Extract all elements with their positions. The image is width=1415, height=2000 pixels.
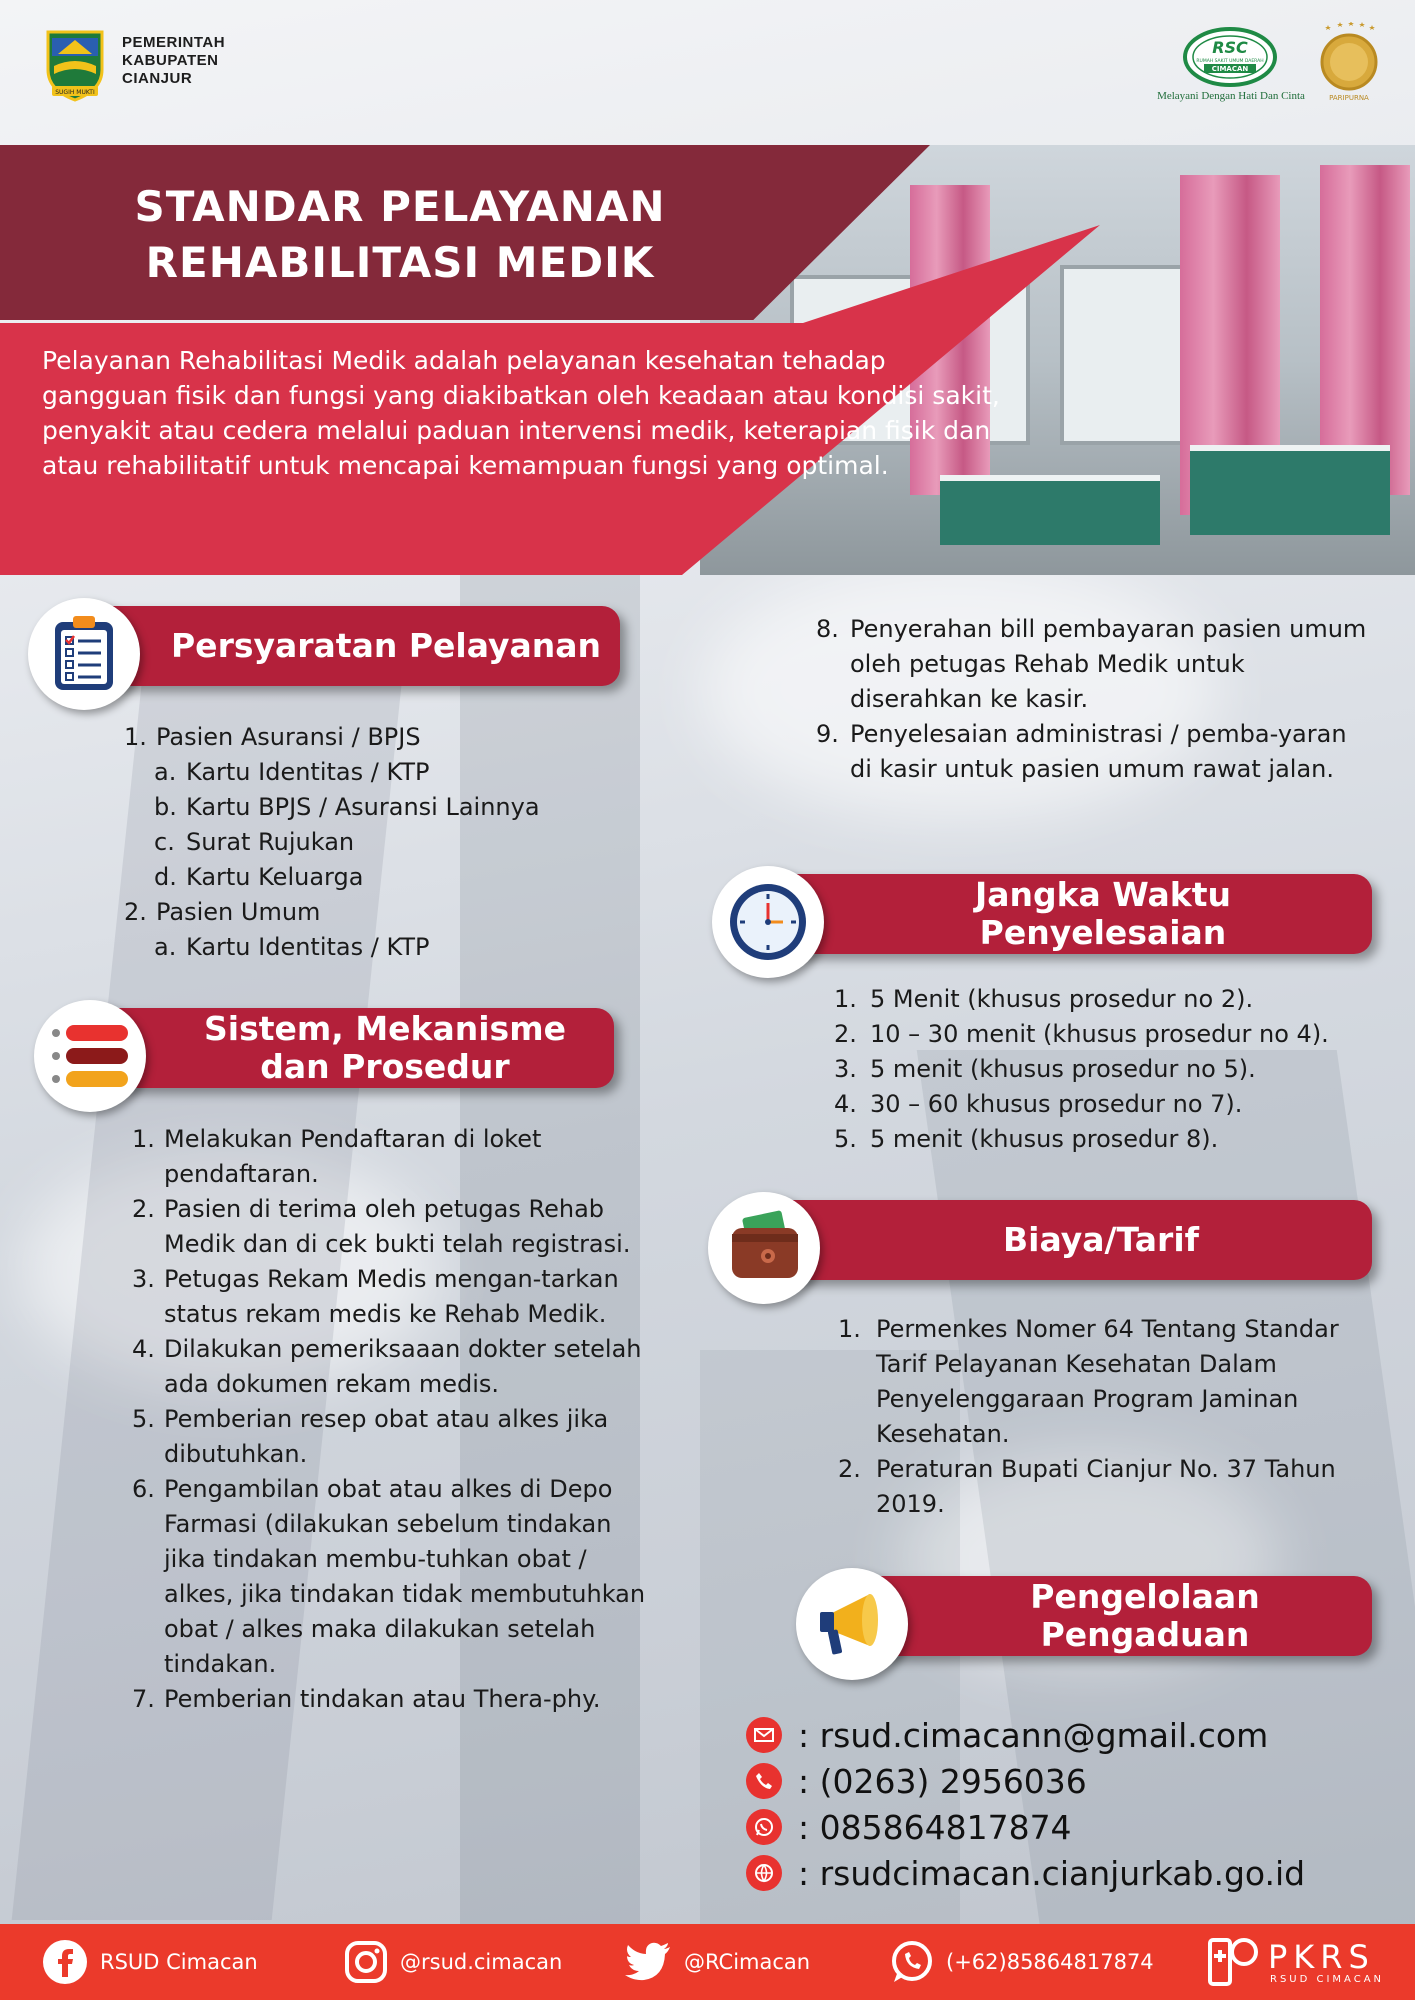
svg-text:PARIPURNA: PARIPURNA <box>1329 94 1369 102</box>
section-title-biaya: Biaya/Tarif <box>1002 1220 1200 1259</box>
twitter-link[interactable]: @RCimacan <box>624 1938 810 1986</box>
section-title-jangka-waktu: Jangka Waktu Penyelesaian <box>974 875 1232 952</box>
section-persyaratan <box>28 598 601 682</box>
list-item: 2. Peraturan Bupati Cianjur No. 37 Tahun 2019. <box>838 1455 1336 1518</box>
list-item: 2. Pasien di terima oleh petugas Rehab Medik dan di cek bukti telah registrasi. <box>132 1195 631 1258</box>
contact-phone[interactable]: : (0263) 2956036 <box>746 1758 1406 1804</box>
list-item: a. Kartu Identitas / KTP <box>154 758 430 786</box>
cianjur-coat-of-arms-logo <box>44 26 106 102</box>
list-item: 1. Pasien Asuransi / BPJS <box>124 723 421 751</box>
svg-text:RUMAH SAKIT UMUM DAERAH: RUMAH SAKIT UMUM DAERAH <box>1196 59 1264 64</box>
list-item: 1. Permenkes Nomer 64 Tentang Standar Tarif Pelayanan Kesehatan Dalam Penyelenggaraan Program Jaminan Kesehatan. <box>838 1315 1339 1448</box>
phone-icon <box>746 1763 782 1799</box>
contact-website[interactable]: : rsudcimacan.cianjurkab.go.id <box>746 1850 1406 1896</box>
service-description: Pelayanan Rehabilitasi Medik adalah pelayanan kesehatan tehadap gangguan fisik dan fungsi yang diakibatkan oleh keadaan atau kondisi sakit, penyakit atau cedera melalui paduan intervensi medik, keterapian fisik dan atau rehabilitatif untuk mencapai kemampuan fungsi yang optimal. <box>42 346 1000 480</box>
list-item: a. Kartu Identitas / KTP <box>154 933 430 961</box>
facebook-icon <box>42 1939 88 1985</box>
list-item: 5. 5 menit (khusus prosedur 8). <box>834 1125 1219 1153</box>
list-item: 7. Pemberian tindakan atau Thera-phy. <box>132 1685 601 1713</box>
section-sistem <box>34 1000 614 1084</box>
facebook-link[interactable]: RSUD Cimacan <box>42 1938 258 1986</box>
list-item: 3. 5 menit (khusus prosedur no 5). <box>834 1055 1256 1083</box>
list-item: c. Surat Rujukan <box>154 828 355 856</box>
rsc-tagline: Melayani Dengan Hati Dan Cinta <box>1157 90 1305 102</box>
list-item: 8. Penyerahan bill pembayaran pasien umum oleh petugas Rehab Medik untuk diserahkan ke kasir. <box>816 615 1367 713</box>
page-title: STANDAR PELAYANAN REHABILITASI MEDIK <box>134 182 666 287</box>
list-item: 2. Pasien Umum <box>124 898 321 926</box>
process-steps-icon <box>34 1000 146 1112</box>
twitter-icon <box>624 1942 672 1982</box>
list-item: 2. 10 – 30 menit (khusus prosedur no 4). <box>834 1020 1329 1048</box>
list-item: 5. Pemberian resep obat atau alkes jika dibutuhkan. <box>132 1405 609 1468</box>
clock-icon <box>712 866 824 978</box>
list-item: 1. 5 Menit (khusus prosedur no 2). <box>834 985 1254 1013</box>
header <box>0 0 1415 140</box>
rsud-cimacan-logo <box>1182 26 1278 88</box>
list-item: b. Kartu BPJS / Asuransi Lainnya <box>154 793 540 821</box>
section-pengaduan <box>796 1568 1372 1652</box>
wallet-icon <box>708 1192 820 1304</box>
web-icon <box>746 1855 782 1891</box>
list-item: 9. Penyelesaian administrasi / pemba-yaran di kasir untuk pasien umum rawat jalan. <box>816 720 1347 783</box>
list-item: 1. Melakukan Pendaftaran di loket pendaftaran. <box>132 1125 542 1188</box>
svg-text:RSC: RSC <box>1212 38 1248 57</box>
accreditation-medal-logo <box>1316 22 1382 104</box>
svg-text:CIMACAN: CIMACAN <box>1211 65 1249 73</box>
government-name: PEMERINTAH KABUPATEN CIANJUR <box>122 34 226 87</box>
section-title-sistem: Sistem, Mekanisme dan Prosedur <box>204 1009 566 1086</box>
list-item: 3. Petugas Rekam Medis mengan-tarkan status rekam medis ke Rehab Medik. <box>132 1265 619 1328</box>
whatsapp-link[interactable]: (+62)85864817874 <box>890 1938 1154 1986</box>
section-title-persyaratan: Persyaratan Pelayanan <box>171 626 601 665</box>
svg-text:SUGIH MUKTI: SUGIH MUKTI <box>55 89 95 96</box>
complaint-contacts <box>746 1712 1406 1896</box>
whatsapp-icon <box>746 1809 782 1845</box>
instagram-icon <box>344 1940 388 1984</box>
biaya-list <box>838 1312 1378 1522</box>
whatsapp-icon <box>890 1940 934 1984</box>
contact-email[interactable]: : rsud.cimacann@gmail.com <box>746 1712 1406 1758</box>
contact-whatsapp[interactable]: : 085864817874 <box>746 1804 1406 1850</box>
section-title-pengaduan: Pengelolaan Pengaduan <box>1030 1577 1260 1654</box>
clipboard-checklist-icon <box>28 598 140 710</box>
email-icon <box>746 1717 782 1753</box>
persyaratan-list <box>124 720 624 965</box>
instagram-link[interactable]: @rsud.cimacan <box>344 1938 562 1986</box>
list-item: d. Kartu Keluarga <box>154 863 364 891</box>
section-jangka-waktu <box>712 866 1372 950</box>
pkrs-logo: PKRS RSUD CIMACAN <box>1206 1934 1386 1990</box>
megaphone-icon <box>796 1568 908 1680</box>
pkrs-emblem-icon <box>1206 1936 1262 1988</box>
list-item: 6. Pengambilan obat atau alkes di Depo Farmasi (dilakukan sebelum tindakan jika tindakan membu-tuhkan obat / alkes, jika tindakan tidak membutuhkan obat / alkes maka dilakukan setelah tindakan. <box>132 1475 646 1678</box>
list-item: 4. 30 – 60 khusus prosedur no 7). <box>834 1090 1243 1118</box>
sistem-list-continued <box>816 612 1376 787</box>
section-biaya <box>708 1192 1372 1276</box>
jangka-waktu-list <box>834 982 1394 1157</box>
sistem-list <box>132 1122 652 1717</box>
footer-social-bar <box>0 1924 1415 2000</box>
title-banner <box>0 145 1415 580</box>
list-item: 4. Dilakukan pemeriksaaan dokter setelah ada dokumen rekam medis. <box>132 1335 642 1398</box>
